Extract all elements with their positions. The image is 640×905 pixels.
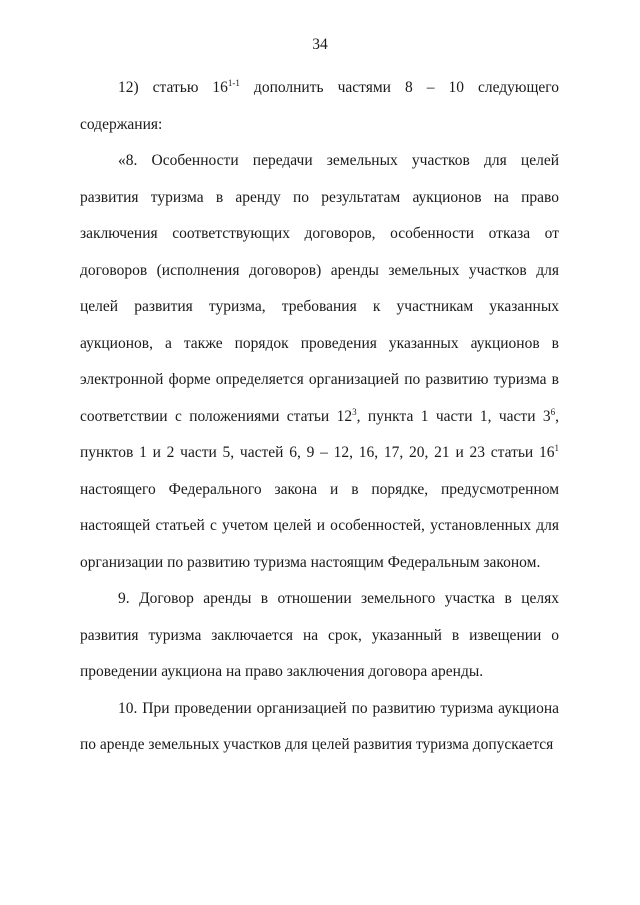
page-number: 34 [312,36,328,53]
part-8-superscript-1: 3 [352,406,357,417]
document-body [80,70,559,764]
item-12-superscript: 1-1 [227,78,240,88]
paragraph-part-10: 10. При проведении организацией по развитию туризма аукциона по аренде земельных участков для целей развития туризма допускается [80,699,559,753]
part-8-text-a: «8. Особенности передачи земельных участков для целей развития туризма в аренду по результатам аукционов на право заключения соответствующих договоров, особенности отказа от договоров (исполнения договоров) аренды земельных участков для целей развития туризма, требования к участникам указанных аукционов, а также порядок проведения указанных аукционов в электронной форме определяется организацией по развитию туризма в соответствии с положениями статьи 12 [80,152,559,425]
item-12-text-rest: дополнить частями 8 – 10 следующего содержания: [80,79,559,133]
paragraph-item-12 [80,70,559,143]
item-12-text: 12) статью 16 [118,79,228,96]
part-8-text-b: , пункта 1 части 1, части 3 [356,407,551,425]
part-8-superscript-2: 6 [550,406,556,417]
part-8-superscript-3: 1 [554,443,559,453]
part-8-text-d: настоящего Федерального закона и в порядке, предусмотренном настоящей статьей с учетом целей и особенностей, установленных для организации по развитию туризма настоящим Федеральным законом. [80,480,559,571]
part-8-text-c: , пунктов 1 и 2 части 5, частей 6, 9 – 12, 16, 17, 20, 21 и 23 статьи 16 [80,407,559,461]
paragraph-part-9: 9. Договор аренды в отношении земельного участка в целях развития туризма заключается на срок, указанный в извещении о проведении аукциона на право заключения договора аренды. [80,590,559,680]
paragraph-part-8 [80,143,559,581]
